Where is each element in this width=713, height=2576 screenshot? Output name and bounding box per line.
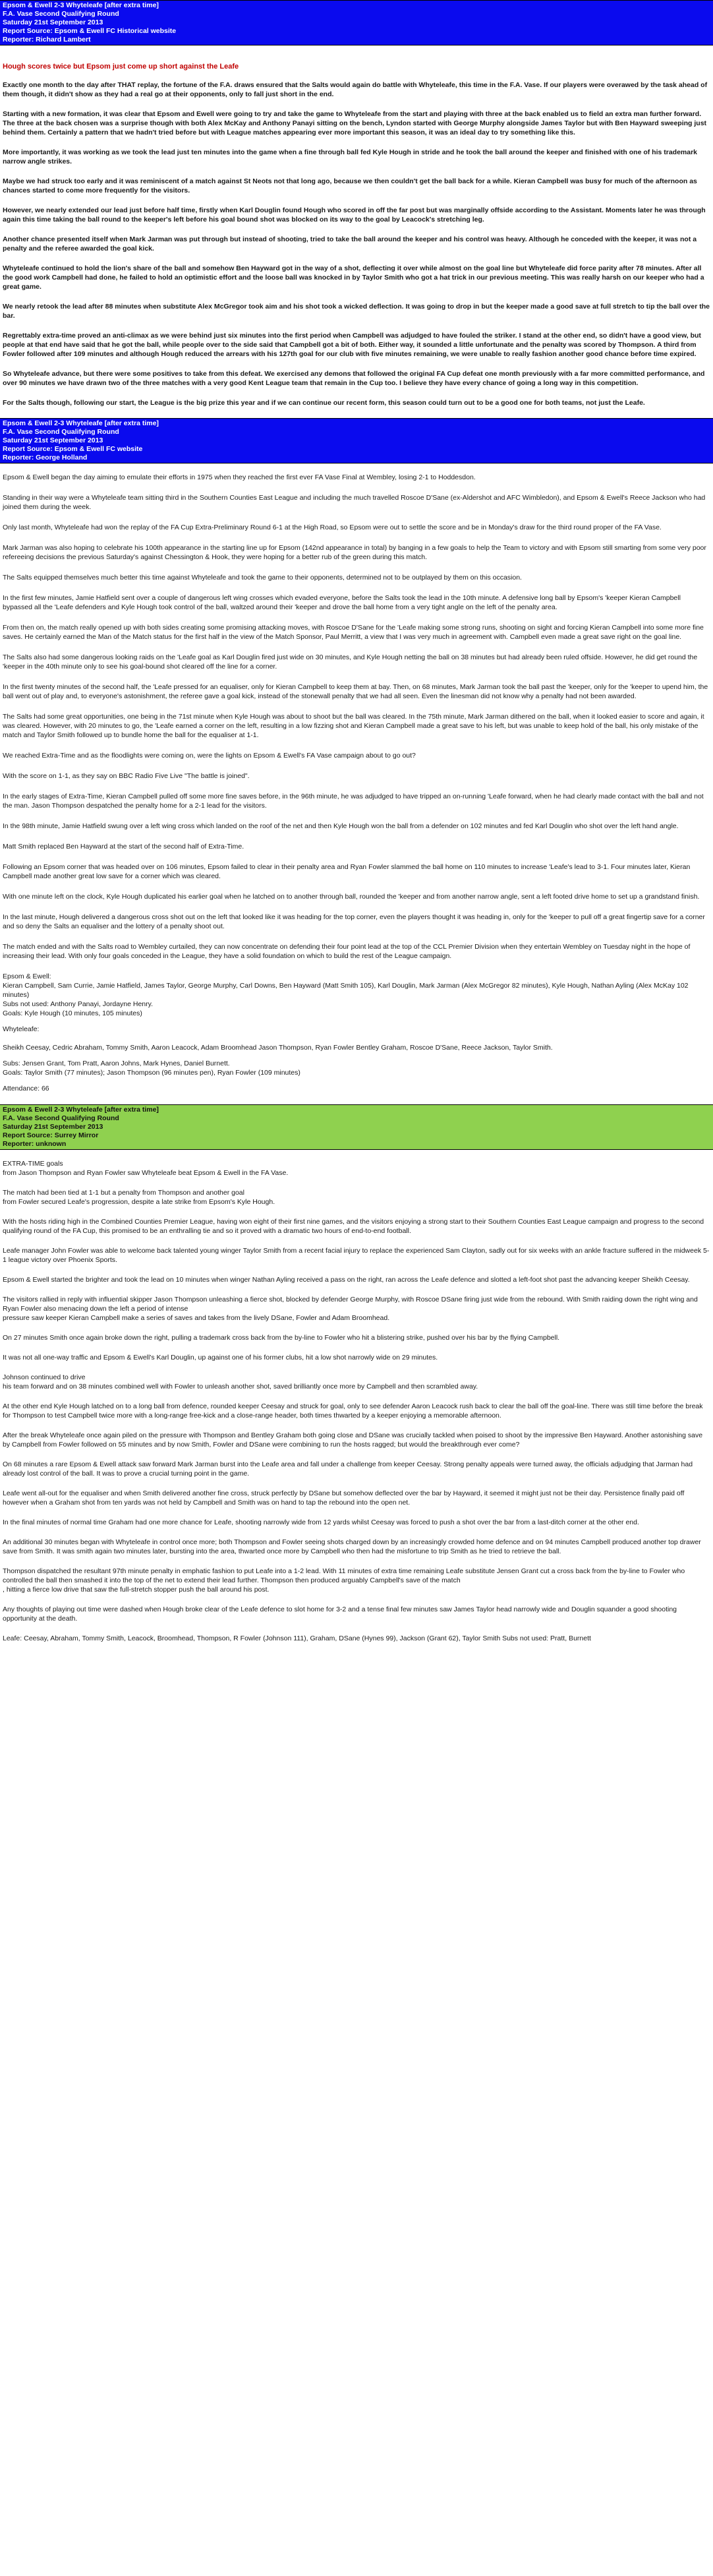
report-historical	[0, 0, 713, 407]
paragraph: With the hosts riding high in the Combined Counties Premier League, having won eight of their first nine games, and the visitors enjoying a strong start to their Southern Counties East League campaign and progress to the second qualifying round of the FA Cup, this promised to be an enthralling tie and so it proved with a dramatic two hours of end-to-end football.	[3, 1218, 704, 1235]
attendance: Attendance: 66	[3, 1085, 49, 1093]
paragraph: After the break Whyteleafe once again piled on the pressure with Thompson and Bentley Graham both going close and DSane was crucially tackled when poised to shoot by the impressive Ben Hayward. Another astonishing save by Campbell from Fowler followed on 55 minutes and by now Smith, Fowler and DSane were combining to run the hosts ragged; but would the breakthrough ever come?	[3, 1431, 703, 1449]
paragraph: Another chance presented itself when Mark Jarman was put through but instead of shooting, tried to take the ball around the keeper and his control was heavy. Although he conceded with the keeper, it was not a penalty and the referee awarded the goal kick.	[3, 235, 697, 253]
intro-line: from Jason Thompson and Ryan Fowler saw Whyteleafe beat Epsom & Ewell in the FA Vase.	[3, 1169, 289, 1177]
paragraph-line: Johnson continued to drive	[3, 1373, 86, 1381]
paragraph: In the first twenty minutes of the second half, the 'Leafe pressed for an equaliser, only for Kieran Campbell to keep them at bay. Then, on 68 minutes, Mark Jarman took the ball past the 'keeper, only for the 'keeper to upend him, the ball went out of play and, to everyone's astonishment, the referee gave a goal kick, instead of the stonewall penalty that we had all seen. Even the linesman did not know why a penalty had not been awarded.	[3, 683, 708, 700]
report-header	[0, 1104, 713, 1150]
paragraph: The match ended and with the Salts road to Wembley curtailed, they can now concentrate on defending their four point lead at the top of the CCL Premier Division when they entertain Wembley on Tuesday night in the hope of increasing their lead. With only four goals conceded in the League, they have a solid foundation on which to build the rest of the League campaign.	[3, 943, 691, 960]
report-header	[0, 0, 713, 45]
reporter: Reporter: unknown	[3, 1140, 67, 1148]
paragraph: Epsom & Ewell started the brighter and took the lead on 10 minutes when winger Nathan Ayling received a pass on the right, ran across the Leafe defence and slotted a left-foot shot past the advancing keeper Sheikh Ceesay.	[3, 1276, 690, 1284]
match-title: Epsom & Ewell 2-3 Whyteleafe [after extra time]	[3, 1, 159, 9]
intro-line: EXTRA-TIME goals	[3, 1160, 63, 1168]
lineup-subs: Subs not used: Anthony Panayi, Jordayne Henry.	[3, 1000, 154, 1008]
paragraph: We reached Extra-Time and as the floodlights were coming on, were the lights on Epsom & Ewell's FA Vase campaign about to go out?	[3, 752, 416, 760]
lineup-team-label: Whyteleafe:	[3, 1025, 40, 1033]
paragraph: Leafe went all-out for the equaliser and when Smith delivered another fine cross, struck perfectly by DSane but somehow deflected over the bar by Hayward, it seemed it might just not be their day. Persistence finally paid off however when a Graham shot from ten yards was not held by Campbell and Smith was on hand to tap the rebound into the open net.	[3, 1489, 685, 1507]
lineup-players: Sheikh Ceesay, Cedric Abraham, Tommy Smith, Aaron Leacock, Adam Broomhead Jason Thompson, Ryan Fowler Bentley Graham, Roscoe D'Sane, Reece Jackson, Taylor Smith.	[3, 1044, 553, 1052]
competition: F.A. Vase Second Qualifying Round	[3, 10, 119, 18]
paragraph: At the other end Kyle Hough latched on to a long ball from defence, rounded keeper Ceesay and struck for goal, only to see defender Aaron Leacock rush back to clear the ball off the goal-line. There was still time before the break for Thompson to test Campbell twice more with a long-range free-kick and a close-range header, both times thwarted by a keeper enjoying a memorable afternoon.	[3, 1402, 703, 1420]
paragraph: In the final minutes of normal time Graham had one more chance for Leafe, shooting narrowly wide from 12 yards whilst Ceesay was forced to push a shot over the bar from a last-ditch corner at the other end.	[3, 1518, 639, 1526]
paragraph: However, we nearly extended our lead just before half time, firstly when Karl Douglin found Hough who scored in off the far post but was marginally offside according to the Assistant. Moments later he was through again this time taking the ball round to the keeper's left before his goal bound shot was blocked on its way to the goal by Leacock's stretching leg.	[3, 206, 706, 224]
lineup-leafe: Leafe: Ceesay, Abraham, Tommy Smith, Leacock, Broomhead, Thompson, R Fowler (Johnson 111), Graham, DSane (Hynes 99), Jackson (Grant 62), Taylor Smith Subs not used: Pratt, Burnett	[3, 1634, 591, 1642]
paragraph-line: The visitors rallied in reply with influential skipper Jason Thompson unleashing a fierce shot, blocked by defender George Murphy, with Roscoe DSane firing just wide from the rebound. With Smith raiding down the right wing and Ryan Fowler also menacing down the left a period of intense	[3, 1296, 698, 1313]
match-title: Epsom & Ewell 2-3 Whyteleafe [after extra time]	[3, 419, 159, 427]
lineup-epsom	[3, 972, 710, 1018]
report-body	[0, 1150, 713, 1643]
lineup-players: Kieran Campbell, Sam Currie, Jamie Hatfield, James Taylor, George Murphy, Carl Downs, Ben Hayward (Matt Smith 105), Karl Douglin, Mark Jarman (Alex McGregor 82 minutes), Kyle Hough, Nathan Ayling (Alex McKay 102 minutes)	[3, 982, 689, 999]
paragraph-line: his team forward and on 38 minutes combined well with Fowler to unleash another shot, saved brilliantly once more by Campbell and then scrambled away.	[3, 1383, 478, 1391]
report-body	[0, 45, 713, 407]
report-header	[0, 418, 713, 464]
lineup-goals: Goals: Kyle Hough (10 minutes, 105 minutes)	[3, 1009, 142, 1017]
headline: Hough scores twice but Epsom just come up short against the Leafe	[3, 63, 239, 71]
match-title: Epsom & Ewell 2-3 Whyteleafe [after extra time]	[3, 1106, 159, 1114]
paragraph: Any thoughts of playing out time were dashed when Hough broke clear of the Leafe defence to slot home for 3-2 and a tense final few minutes saw James Taylor head narrowly wide and Douglin squander a good shooting opportunity at the death.	[3, 1605, 677, 1623]
lineup-team-label: Epsom & Ewell:	[3, 973, 51, 980]
competition: F.A. Vase Second Qualifying Round	[3, 1114, 119, 1122]
paragraph	[3, 1295, 710, 1323]
paragraph: Maybe we had struck too early and it was reminiscent of a match against St Neots not that long ago, because we then couldn't get the ball back for a while. Kieran Campbell was busy for much of the afternoon as chances started to come more frequently for the visitors.	[3, 177, 697, 195]
report-body	[0, 464, 713, 1093]
report-source: Report Source: Epsom & Ewell FC website	[3, 445, 143, 453]
paragraph: The Salts also had some dangerous looking raids on the 'Leafe goal as Karl Douglin fired just wide on 30 minutes, and Kyle Hough netting the ball on 38 minutes but had already been ruled offside. However, he did get round the 'keeper in the 40th minute only to see his goal-bound shot cleared off the line for a corner.	[3, 653, 698, 671]
paragraph: We nearly retook the lead after 88 minutes when substitute Alex McGregor took aim and his shot took a wicked deflection. It was going to drop in but the keeper made a good save at full stretch to tip the ball over the bar.	[3, 303, 710, 320]
paragraph	[3, 1188, 710, 1207]
paragraph: It was not all one-way traffic and Epsom & Ewell's Karl Douglin, up against one of his former clubs, hit a low shot narrowly wide on 29 minutes.	[3, 1354, 438, 1362]
paragraph: Only last month, Whyteleafe had won the replay of the FA Cup Extra-Preliminary Round 6-1 at the High Road, so Epsom were out to settle the score and be in Monday's draw for the third round proper of the FA Vase.	[3, 524, 662, 531]
match-date: Saturday 21st September 2013	[3, 436, 103, 444]
reporter: Reporter: Richard Lambert	[3, 36, 91, 44]
report-surrey-mirror	[0, 1104, 713, 1643]
paragraph-line: , hitting a fierce low drive that saw the full-stretch stopper push the ball around his post.	[3, 1586, 270, 1594]
paragraph-line: from Fowler secured Leafe's progression, despite a late strike from Epsom's Kyle Hough.	[3, 1198, 275, 1206]
paragraph: The Salts had some great opportunities, one being in the 71st minute when Kyle Hough was about to shoot but the ball was cleared. In the 75th minute, Mark Jarman dithered on the ball, when it looked easier to score and again, it was cleared. However, with 20 minutes to go, the 'Leafe earned a corner on the left, resulting in a low fizzing shot and Kieran Campbell made a great save to his left, but was unable to keep hold of the ball, his only mistake of the match and Taylor Smith followed up to bundle home the ball for the equaliser at 1-1.	[3, 713, 704, 739]
paragraph-line: The match had been tied at 1-1 but a penalty from Thompson and another goal	[3, 1189, 244, 1197]
paragraph: Whyteleafe continued to hold the lion's share of the ball and somehow Ben Hayward got in the way of a shot, deflecting it over while almost on the goal line but Whyteleafe did force parity after 78 minutes. After all the good work Campbell had done, he failed to hold an optimistic effort and the loose ball was knocked in by Taylor Smith who got a hat trick in our previous meeting. This was really harsh on our keeper who had a great game.	[3, 264, 704, 291]
paragraph: So Whyteleafe advance, but there were some positives to take from this defeat. We exercised any demons that followed the original FA Cup defeat one month previously with a far more committed performance, and over 90 minutes we have drawn two of the three matches with a very good Kent League team that remain in the Cup too. I believe they have every chance of going a long way in this competition.	[3, 370, 705, 387]
intro	[3, 1159, 710, 1178]
paragraph: In the last minute, Hough delivered a dangerous cross shot out on the left that looked like it was heading for the top corner, even the players thought it was heading in, only for the 'keeper to pull off a great fingertip save for a corner and so deny the Salts an equaliser and the lottery of a penalty shoot out.	[3, 913, 705, 930]
match-date: Saturday 21st September 2013	[3, 1123, 103, 1131]
report-club-website	[0, 418, 713, 1093]
lineup-subs: Subs: Jensen Grant, Tom Pratt, Aaron Johns, Mark Hynes, Daniel Burnett.	[3, 1060, 230, 1067]
paragraph: With the score on 1-1, as they say on BBC Radio Five Live "The battle is joined".	[3, 772, 250, 780]
paragraph: An additional 30 minutes began with Whyteleafe in control once more; both Thompson and Fowler seeing shots charged down by an increasingly crowded home defence and on 94 minutes Campbell produced another top drawer save from Smith. It was smith again two minutes later, bursting into the area, thwarted once more by Campbell who then had the misfortune to trip Smith as he tried to retrieve the ball.	[3, 1538, 701, 1555]
paragraph: Starting with a new formation, it was clear that Epsom and Ewell were going to try and take the game to Whyteleafe from the start and playing with three at the back enabled us to field an extra man further forward. The three at the back chosen was a surprise though with both Alex McKay and Anthony Panayi sitting on the bench, Lyndon started with George Murphy alongside James Taylor but with Ben Hayward sweeping just behind them. Certainly a pattern that we hadn't tried before but with League matches appearing ever more important this season, it was an ideal day to try something like this.	[3, 110, 707, 136]
paragraph-line: pressure saw keeper Kieran Campbell make a series of saves and takes from the lively DSane, Fowler and Adam Broomhead.	[3, 1314, 390, 1322]
match-date: Saturday 21st September 2013	[3, 18, 103, 26]
paragraph: Mark Jarman was also hoping to celebrate his 100th appearance in the starting line up for Epsom (142nd appearance in total) by banging in a few goals to help the Team to victory and with Epsom still smarting from some very poor refereeing decisions the previous Saturday's against Chessington & Hook, they were hoping for a better rub of the green during this match.	[3, 544, 706, 561]
paragraph-line: Thompson dispatched the resultant 97th minute penalty in emphatic fashion to put Leafe into a 1-2 lead. With 11 minutes of extra time remaining Leafe substitute Jensen Grant cut a cross back from the by-line to Fowler who controlled the ball then smashed it into the top of the net to extend their lead further. Thompson then produced arguably Campbell's save of the match	[3, 1567, 685, 1584]
competition: F.A. Vase Second Qualifying Round	[3, 428, 119, 436]
paragraph: Epsom & Ewell began the day aiming to emulate their efforts in 1975 when they reached the first ever FA Vase Final at Wembley, losing 2-1 to Hoddesdon.	[3, 473, 476, 481]
paragraph: In the 98th minute, Jamie Hatfield swung over a left wing cross which landed on the roof of the net and then Kyle Hough won the ball from a defender on 102 minutes and fed Karl Douglin who shot over the left hand angle.	[3, 822, 679, 830]
subs-whyteleafe	[3, 1059, 710, 1077]
paragraph: In the early stages of Extra-Time, Kieran Campbell pulled off some more fine saves before, in the 96th minute, he was adjudged to have tripped an on-running 'Leafe forward, when he had clearly made contact with the ball and not the man. Jason Thompson despatched the penalty home for a 2-1 lead for the visitors.	[3, 793, 704, 810]
paragraph: Matt Smith replaced Ben Hayward at the start of the second half of Extra-Time.	[3, 843, 244, 851]
paragraph	[3, 1373, 710, 1391]
paragraph: From then on, the match really opened up with both sides creating some promising attacking moves, with Roscoe D'Sane for the 'Leafe making some strong runs, shooting on sight and forcing Kieran Campbell into some more fine saves. He certainly earned the Man of the Match status for the first half in the view of the Match Sponsor, Paul Merritt, a view that I was very much in agreement with. Campbell even made a great save right on the goal line.	[3, 624, 704, 641]
paragraph: The Salts equipped themselves much better this time against Whyteleafe and took the game to their opponents, determined not to be outplayed by them on this occasion.	[3, 574, 522, 582]
paragraph: With one minute left on the clock, Kyle Hough duplicated his earlier goal when he latched on to another through ball, rounded the 'keeper and from another narrow angle, sent a left footed drive home to set up a grandstand finish.	[3, 893, 700, 901]
paragraph: On 68 minutes a rare Epsom & Ewell attack saw forward Mark Jarman burst into the Leafe area and fall under a challenge from keeper Ceesay. Strong penalty appeals were turned away, the officials adjudging that Jarman had already lost control of the ball. It was to prove a crucial turning point in the game.	[3, 1460, 693, 1478]
report-source: Report Source: Epsom & Ewell FC Historical website	[3, 27, 177, 35]
reporter: Reporter: George Holland	[3, 454, 88, 462]
paragraph: Standing in their way were a Whyteleafe team sitting third in the Southern Counties East League and including the much travelled Roscoe D'Sane (ex-Aldershot and AFC Wimbledon), and Epsom & Ewell's Reece Jackson who had joined them during the week.	[3, 494, 706, 511]
lineup-whyteleafe	[3, 1025, 710, 1052]
paragraph: More importantly, it was working as we took the lead just ten minutes into the game when a fine through ball fed Kyle Hough in stride and he took the ball around the keeper and finished with one of his trademark narrow angle strikes.	[3, 148, 698, 165]
paragraph: For the Salts though, following our start, the League is the big prize this year and if we can continue our recent form, this season could turn out to be a good one for both teams, not just the Leafe.	[3, 399, 645, 407]
paragraph: On 27 minutes Smith once again broke down the right, pulling a trademark cross back from the by-line to Fowler who hit a blistering strike, pushed over his bar by the flying Campbell.	[3, 1334, 560, 1342]
paragraph: Leafe manager John Fowler was able to welcome back talented young winger Taylor Smith from a recent facial injury to replace the experienced Sam Clayton, sadly out for six weeks with an ankle fracture suffered in the midweek 5-1 league victory over Phoenix Sports.	[3, 1247, 710, 1264]
paragraph: In the first few minutes, Jamie Hatfield sent over a couple of dangerous left wing crosses which evaded everyone, before the Salts took the lead in the 10th minute. A defensive long ball by Epsom's 'keeper Kieran Campbell bypassed all the 'Leafe defenders and Kyle Hough took control of the ball, waltzed around their 'keeper and drove the ball home from a very tight angle on the left of the penalty area.	[3, 594, 681, 611]
paragraph: Regrettably extra-time proved an anti-climax as we were behind just six minutes into the first period when Campbell was adjudged to have fouled the striker. I stand at the other end, so didn't have a good view, but people at that end have said that he got the ball, while people over to the side said that Campbell got a bit of both. Either way, it sounded a little unfortunate and the penalty was scored by Thompson. A third from Fowler followed after 109 minutes and although Hough reduced the arrears with his 127th goal for our club with five minutes remaining, we were unable to really fashion another good chance before time expired.	[3, 332, 701, 358]
paragraph: Exactly one month to the day after THAT replay, the fortune of the F.A. draws ensured that the Salts would again do battle with Whyteleafe, this time in the F.A. Vase. If our players were overawed by the task ahead of them though, it didn't show as they had a real go at their opponents, only to fall just short in the end.	[3, 81, 708, 98]
paragraph	[3, 1567, 710, 1594]
paragraph: Following an Epsom corner that was headed over on 106 minutes, Epsom failed to clear in their penalty area and Ryan Fowler slammed the ball home on 110 minutes to increase 'Leafe's lead to 3-1. Four minutes later, Kieran Campbell made another great low save for a corner which was cleared.	[3, 863, 691, 880]
lineup-goals: Goals: Taylor Smith (77 minutes); Jason Thompson (96 minutes pen), Ryan Fowler (109 minutes)	[3, 1069, 300, 1077]
report-source: Report Source: Surrey Mirror	[3, 1131, 99, 1139]
